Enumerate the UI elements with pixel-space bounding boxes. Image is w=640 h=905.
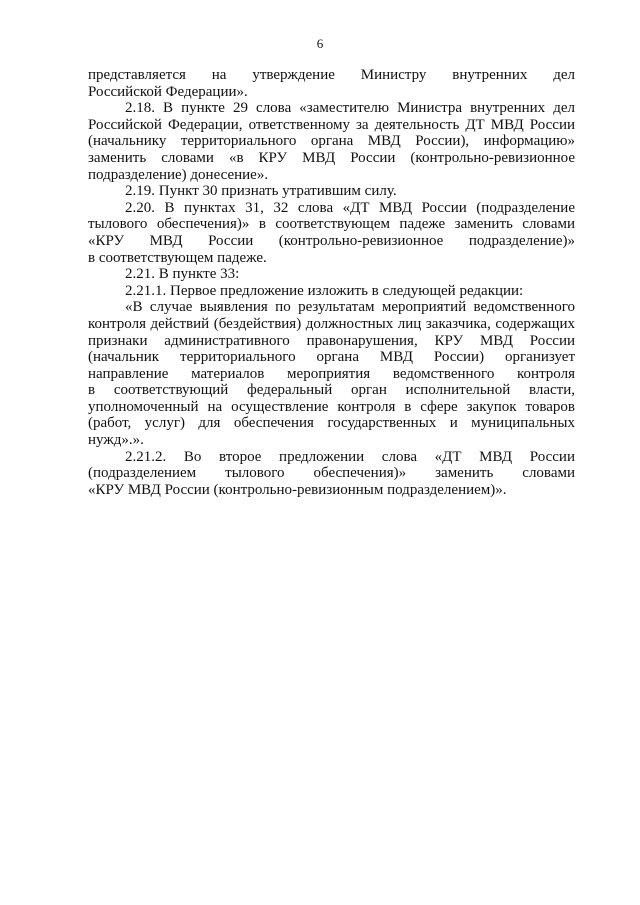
text-line: (начальнику территориального органа МВД России), информацию» [88,133,575,150]
text-line: 2.21.1. Первое предложение изложить в следующей редакции: [125,282,524,299]
paragraph-2-21-1 [88,283,575,300]
text-line: «КРУ МВД России (контрольно-ревизионным подразделением)». [88,481,507,498]
text-line: в соответствующий федеральный орган исполнительной власти, [88,382,575,399]
paragraph-2-21 [88,266,575,283]
paragraph-2-20 [88,200,575,266]
text-line: «КРУ МВД России (контрольно-ревизионное подразделение)» [88,232,575,249]
text-line: Российской Федерации». [88,83,248,100]
paragraph-2-19 [88,183,575,200]
paragraph-quote [88,299,575,448]
text-line: «В случае выявления по результатам мероприятий ведомственного [125,299,575,316]
text-line: представляется на утверждение Министру внутренних дел [88,67,575,83]
text-line: 2.21.2. Во второе предложении слова «ДТ МВД России [125,448,575,465]
text-line: тылового обеспечения)» в соответствующем падеже заменить словами [88,216,575,233]
text-line: признаки административного правонарушения, КРУ МВД России [88,332,575,349]
paragraph-2-18 [88,100,575,183]
text-line: (подразделением тылового обеспечения)» заменить словами [88,465,575,482]
paragraph-continuation [88,67,575,100]
document-body [88,67,575,498]
text-line: 2.20. В пунктах 31, 32 слова «ДТ МВД России (подразделение [125,199,575,216]
text-line: контроля действий (бездействия) должностных лиц заказчика, содержащих [88,315,575,332]
text-line: заменить словами «в КРУ МВД России (контрольно-ревизионное [88,149,575,166]
text-line: 2.21. В пункте 33: [125,266,240,283]
text-line: 2.19. Пункт 30 признать утратившим силу. [125,183,397,200]
text-line: (работ, услуг) для обеспечения государственных и муниципальных [88,415,575,432]
text-line: 2.18. В пункте 29 слова «заместителю Министра внутренних дел [125,100,575,117]
text-line: (начальник территориального органа МВД России) организует [88,349,575,366]
text-line: нужд».». [88,432,144,449]
text-line: в соответствующем падеже. [88,249,267,266]
text-line: Российской Федерации, ответственному за деятельность ДТ МВД России [88,116,575,133]
text-line: подразделение) донесение». [88,166,269,183]
page-number: 6 [316,36,324,51]
text-line: направление материалов мероприятия ведомственного контроля [88,365,575,382]
text-line: уполномоченный на осуществление контроля в сфере закупок товаров [88,398,575,415]
paragraph-2-21-2 [88,449,575,499]
